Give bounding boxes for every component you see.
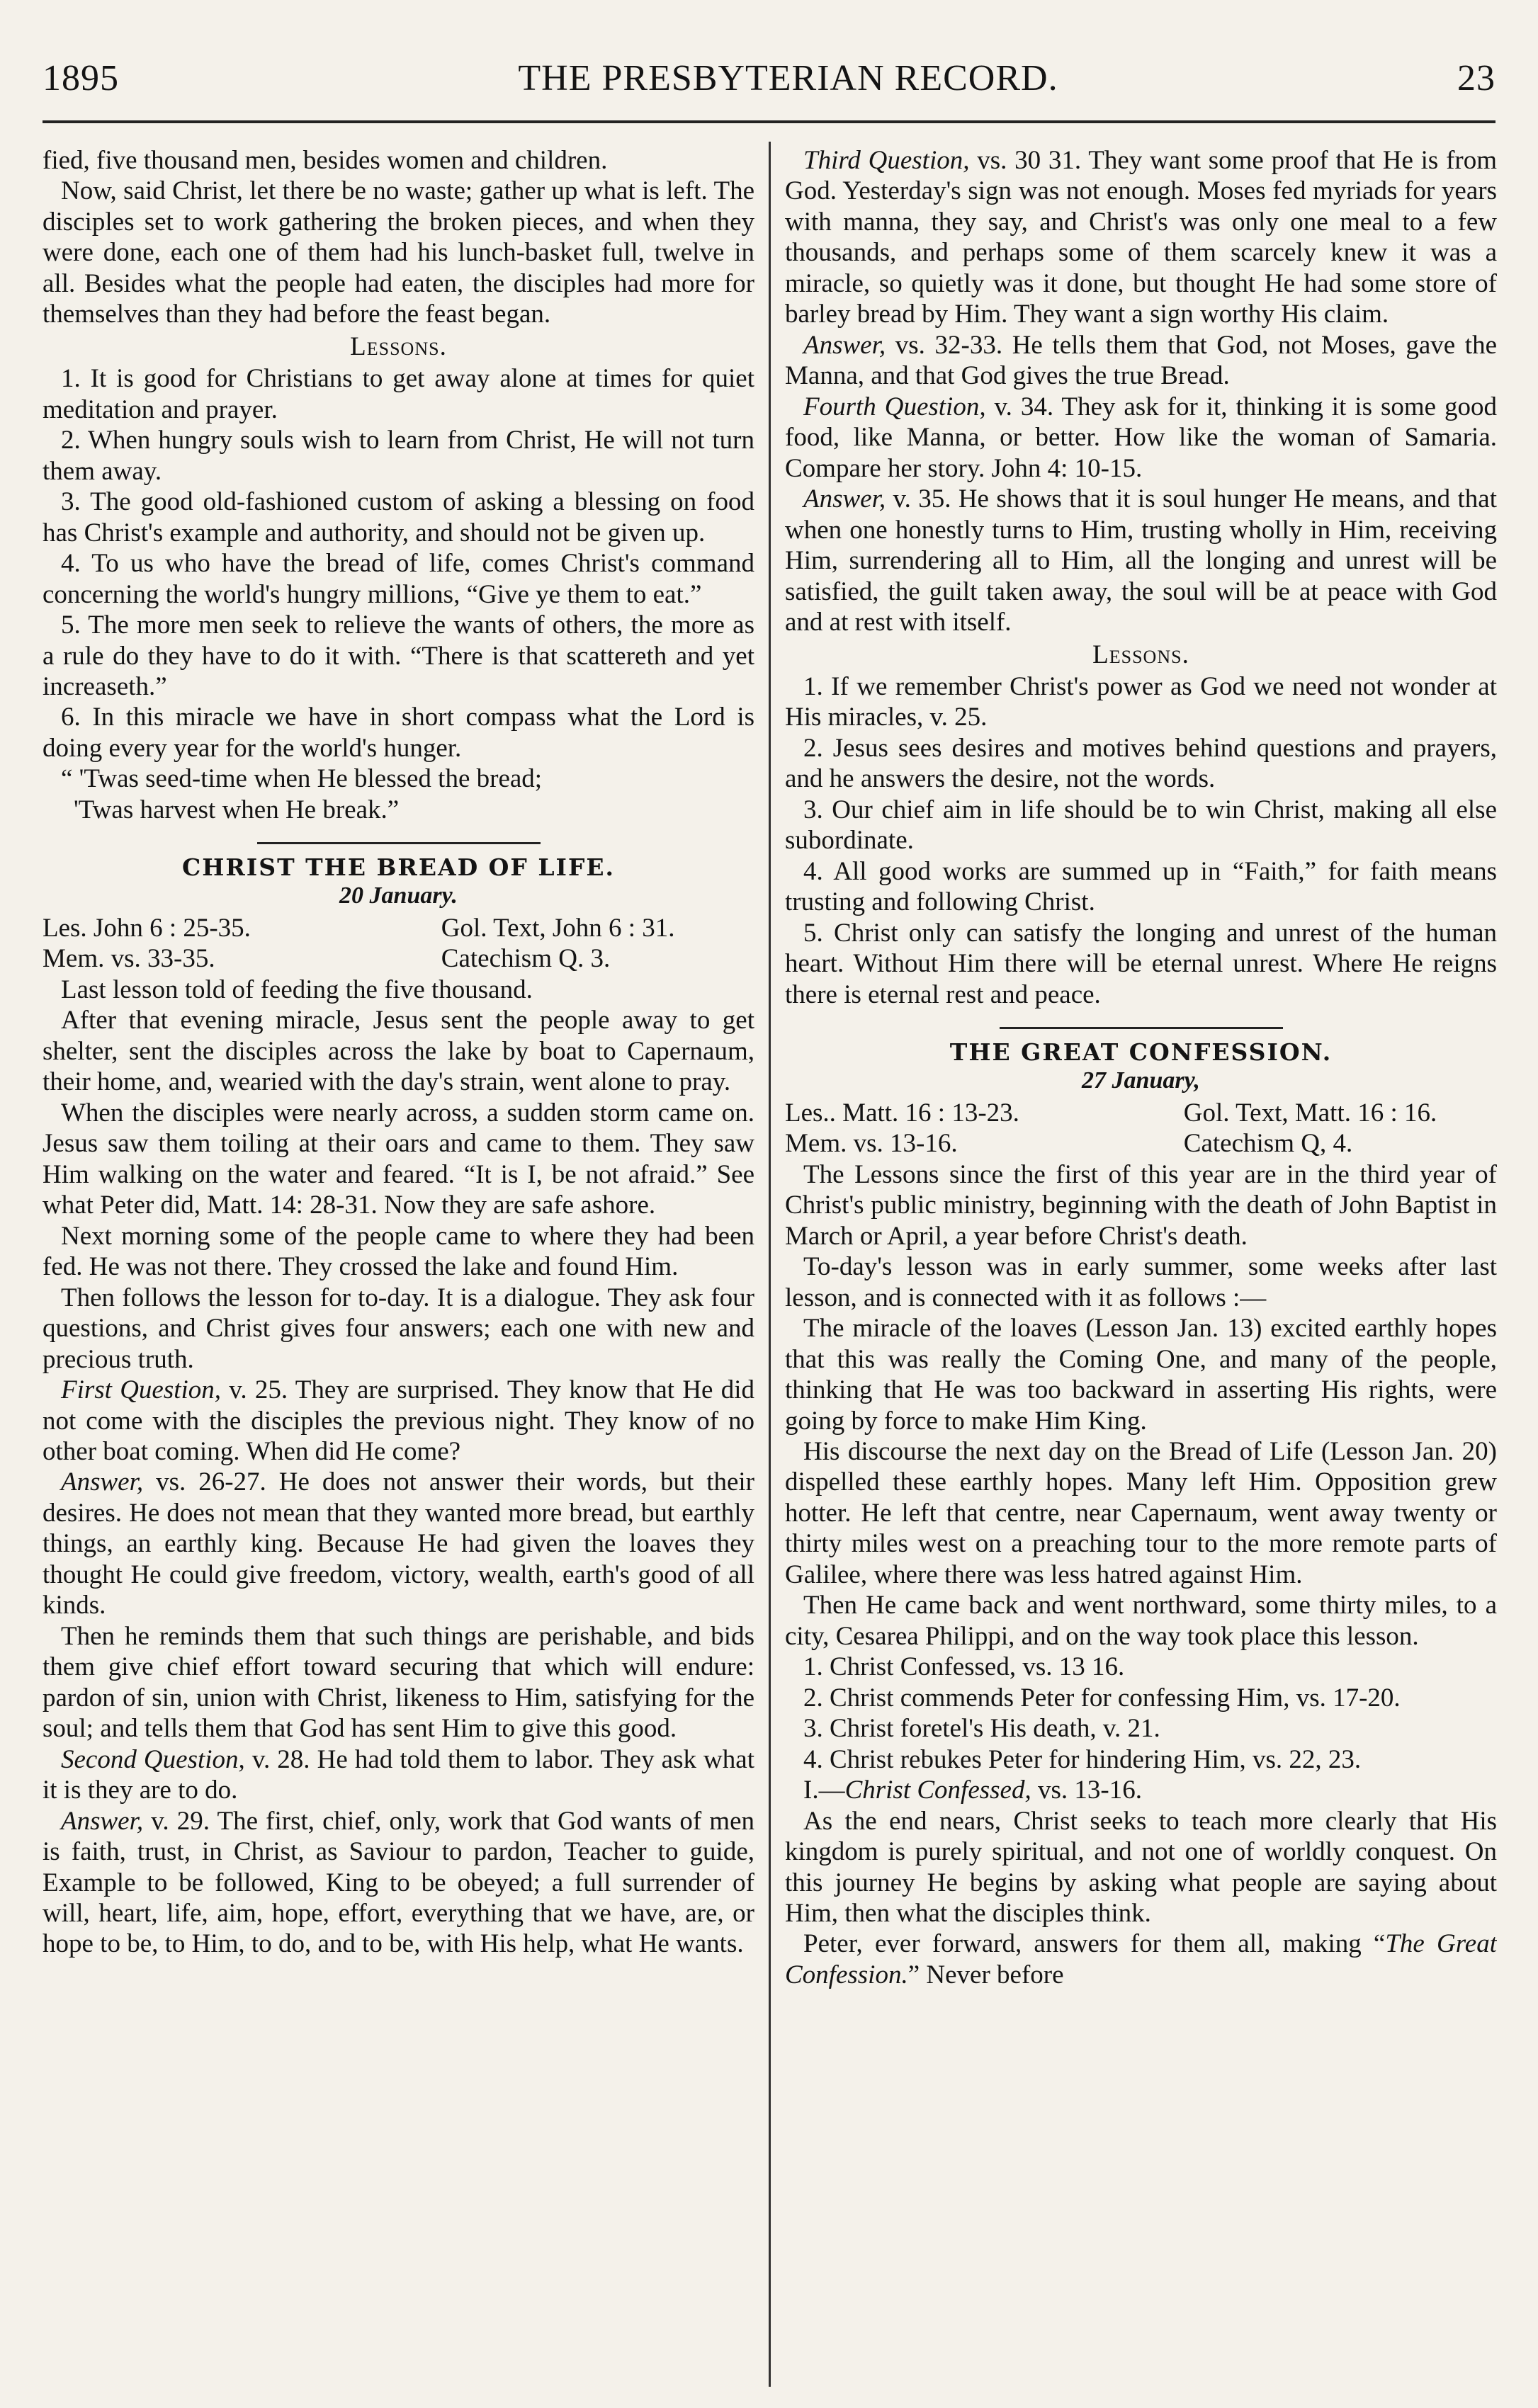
memory-ref: Mem. vs. 13-16.	[785, 1129, 958, 1159]
answer-text: v. 35. He shows that it is soul hunger He means, and that when one honestly turns to Him, trusting wholly in Him, receiving Him, surrendering all to Him, all the longing and unrest will be satisfied, the guilt taken away, the soul will be at peace with God and at rest with itself.	[785, 484, 1497, 637]
final-end: ” Never before	[907, 1960, 1064, 1989]
answer-paragraph	[785, 330, 1497, 392]
column-rule	[769, 142, 771, 2387]
body-paragraph: As the end nears, Christ seeks to teach more clearly that His kingdom is purely spiritual, and not one of worldly conquest. On this journey He begins by asking what people are saying about Him, then what the disciples think.	[785, 1806, 1497, 1929]
poem-line: 'Twas harvest when He break.”	[74, 795, 400, 824]
question-text: v. 34. They ask for it, thinking it is some good food, like Manna, or better. How like the woman of Samaria. Compare her story. John 4: 10-15.	[785, 392, 1497, 483]
header-year: 1895	[43, 57, 119, 98]
body-paragraph: Next morning some of the people came to where they had been fed. He was not there. They crossed the lake and found Him.	[43, 1221, 754, 1282]
answer-label: Answer,	[61, 1467, 144, 1497]
part-title: Christ Confessed,	[844, 1776, 1031, 1805]
catechism-ref: Catechism Q, 4.	[1183, 1129, 1353, 1159]
lesson-item: 1. It is good for Christians to get away alone at times for quiet meditation and prayer.	[43, 364, 754, 424]
header-rule	[43, 120, 1495, 123]
answer-paragraph	[43, 1806, 754, 1960]
body-paragraph: His discourse the next day on the Bread of Life (Lesson Jan. 20) dispelled these earthly hopes. Many left Him. Opposition grew hotter. He left that centre, near Capernaum, went away twenty or thirty miles west on a preaching tour to the more remote parts of Galilee, where there was less hatred against Him.	[785, 1436, 1497, 1589]
golden-text: Gol. Text, Matt. 16 : 16.	[1183, 1098, 1437, 1128]
memory-ref: Mem. vs. 33-35.	[43, 944, 215, 974]
answer-label: Answer,	[61, 1806, 144, 1836]
body-paragraph: After that evening miracle, Jesus sent the people away to get shelter, sent the disciples across the lake by boat to Capernaum, their home, and, wearied with the day's strain, went alone to pray.	[43, 1006, 754, 1097]
header-page-number: 23	[1457, 57, 1495, 98]
golden-text: Gol. Text, John 6 : 31.	[441, 914, 675, 943]
lesson-item: 4. To us who have the bread of life, comes Christ's command concerning the world's hungry millions, “Give ye them to eat.”	[43, 549, 754, 609]
section-title: CHRIST THE BREAD OF LIFE.	[181, 853, 616, 882]
question-text: vs. 30 31. They want some proof that He is from God. Yesterday's sign was not enough. Moses fed myriads for years with manna, they say, and Christ's was only one meal to a few thousands, and perhaps some of them scarcely knew it was a miracle, so quietly was it done, but thought He had some store of barley bread by Him. They want a sign worthy His claim.	[785, 146, 1497, 329]
outline-item: 1. Christ Confessed, vs. 13 16.	[803, 1652, 1125, 1682]
right-column	[785, 145, 1497, 2383]
section-divider	[257, 842, 541, 844]
body-paragraph: Last lesson told of feeding the five thousand.	[61, 975, 533, 1004]
question-paragraph	[43, 1375, 754, 1467]
answer-paragraph	[43, 1467, 754, 1620]
question-label: Second Question,	[61, 1744, 245, 1774]
part-heading	[785, 1775, 1497, 1805]
question-text: v. 25. They are surprised. They know that He did not come with the disciples the previous night. They know of no other boat coming. When did He come?	[43, 1375, 754, 1466]
lesson-item: 6. In this miracle we have in short compass what the Lord is doing every year for the world's hunger.	[43, 703, 754, 763]
body-paragraph: Then He came back and went northward, some thirty miles, to a city, Cesarea Philippi, and on the way took place this lesson.	[785, 1591, 1497, 1651]
body-paragraph: When the disciples were nearly across, a sudden storm came on. Jesus saw them toiling at their oars and came to them. They saw Him walking on the water and feared. “It is I, be not afraid.” See what Peter did, Matt. 14: 28-31. Now they are safe ashore.	[43, 1098, 754, 1220]
lesson-item: 5. The more men seek to relieve the wants of others, the more as a rule do they have to do it with. “There is that scattereth and yet increaseth.”	[43, 610, 754, 701]
body-paragraph: Then he reminds them that such things are perishable, and bids them give chief effort toward securing that which will endure: pardon of sin, union with Christ, likeness to Him, satisfying for the soul; and tells them that God has sent Him to give this good.	[43, 1621, 754, 1744]
question-paragraph	[785, 392, 1497, 484]
header-title: THE PRESBYTERIAN RECORD.	[518, 57, 1058, 98]
answer-text: vs. 26-27. He does not answer their words, but their desires. He does not mean that they wanted more bread, but earthly things, an earthly king. Because He had given the loaves they thought He could give freedom, victory, wealth, earth's good of all kinds.	[43, 1467, 754, 1620]
question-text: v. 28. He had told them to labor. They ask what it is they are to do.	[43, 1744, 754, 1805]
answer-paragraph	[785, 484, 1497, 637]
question-paragraph	[43, 1744, 754, 1806]
section-date: 27 January,	[1082, 1067, 1200, 1094]
answer-label: Answer,	[803, 484, 886, 514]
lesson-item: 1. If we remember Christ's power as God we need not wonder at His miracles, v. 25.	[785, 671, 1497, 732]
lessons-heading: Lessons.	[350, 331, 447, 361]
body-paragraph: The Lessons since the first of this year are in the third year of Christ's public ministry, beginning with the death of John Baptist in March or April, a year before Christ's death.	[785, 1159, 1497, 1251]
lesson-ref: Les. John 6 : 25-35.	[43, 914, 251, 943]
lesson-item: 2. Jesus sees desires and motives behind questions and prayers, and he answers the desire, not the words.	[785, 733, 1497, 794]
answer-label: Answer,	[803, 330, 886, 360]
catechism-ref: Catechism Q. 3.	[441, 944, 611, 974]
answer-text: vs. 32-33. He tells them that God, not Moses, gave the Manna, and that God gives the true Bread.	[785, 330, 1497, 391]
intro-paragraph: fied, five thousand men, besides women and children.	[43, 146, 608, 175]
part-number: I.—	[803, 1776, 845, 1805]
question-paragraph	[785, 145, 1497, 330]
lesson-item: 4. All good works are summed up in “Faith,” for faith means trusting and following Christ.	[785, 856, 1497, 917]
lesson-references	[43, 913, 754, 975]
lesson-ref: Les.. Matt. 16 : 13-23.	[785, 1098, 1019, 1128]
section-title: THE GREAT CONFESSION.	[949, 1038, 1333, 1067]
question-label: Third Question,	[803, 146, 970, 175]
outline-item: 4. Christ rebukes Peter for hindering Him, vs. 22, 23.	[803, 1744, 1362, 1774]
outline-item: 2. Christ commends Peter for confessing Him, vs. 17-20.	[803, 1683, 1401, 1713]
outline-item: 3. Christ foretel's His death, v. 21.	[803, 1714, 1160, 1744]
page-header	[43, 50, 1495, 106]
lesson-item: 2. When hungry souls wish to learn from Christ, He will not turn them away.	[43, 426, 754, 486]
final-italic: The Great Confession.	[785, 1929, 1497, 1989]
lesson-item: 5. Christ only can satisfy the longing and unrest of the human heart. Without Him there will be eternal unrest. Where He reigns there is eternal rest and peace.	[785, 918, 1497, 1009]
lesson-item: 3. Our chief aim in life should be to win Christ, making all else subordinate.	[785, 795, 1497, 856]
section-date: 20 January.	[339, 882, 458, 909]
question-label: First Question,	[61, 1375, 222, 1405]
final-paragraph	[785, 1929, 1497, 1990]
left-column	[43, 145, 754, 2383]
lesson-references	[785, 1098, 1497, 1159]
body-paragraph: Then follows the lesson for to-day. It is a dialogue. They ask four questions, and Christ gives four answers; each one with new and precious truth.	[43, 1283, 754, 1374]
poem-line: “ 'Twas seed-time when He blessed the bread;	[61, 764, 543, 794]
intro-paragraph: Now, said Christ, let there be no waste; gather up what is left. The disciples set to work gathering the broken pieces, and when they were done, each one of them had his lunch-basket full, twelve in all. Besides what the people had eaten, the disciples had more for themselves than they had before the feast began.	[43, 176, 754, 329]
body-paragraph: The miracle of the loaves (Lesson Jan. 13) excited earthly hopes that this was really the Coming One, and many of the people, thinking that He was too backward in asserting His rights, were going by force to make Him King.	[785, 1314, 1497, 1436]
final-text: Peter, ever forward, answers for them all, making “	[803, 1929, 1386, 1959]
part-ref: vs. 13-16.	[1031, 1776, 1142, 1805]
lessons-heading: Lessons.	[1092, 640, 1189, 669]
answer-text: v. 29. The first, chief, only, work that God wants of men is faith, trust, in Christ, as Saviour to pardon, Teacher to guide, Example to be followed, King to be obeyed; a full surrender of will, heart, life, aim, hope, effort, everything that we have, are, or hope to be, to Him, to do, and to be, with His help, what He wants.	[43, 1806, 754, 1959]
body-paragraph: To-day's lesson was in early summer, some weeks after last lesson, and is connected with it as follows :—	[785, 1252, 1497, 1312]
lesson-item: 3. The good old-fashioned custom of asking a blessing on food has Christ's example and authority, and should not be given up.	[43, 487, 754, 547]
question-label: Fourth Question,	[803, 392, 986, 421]
section-divider	[1000, 1027, 1283, 1029]
